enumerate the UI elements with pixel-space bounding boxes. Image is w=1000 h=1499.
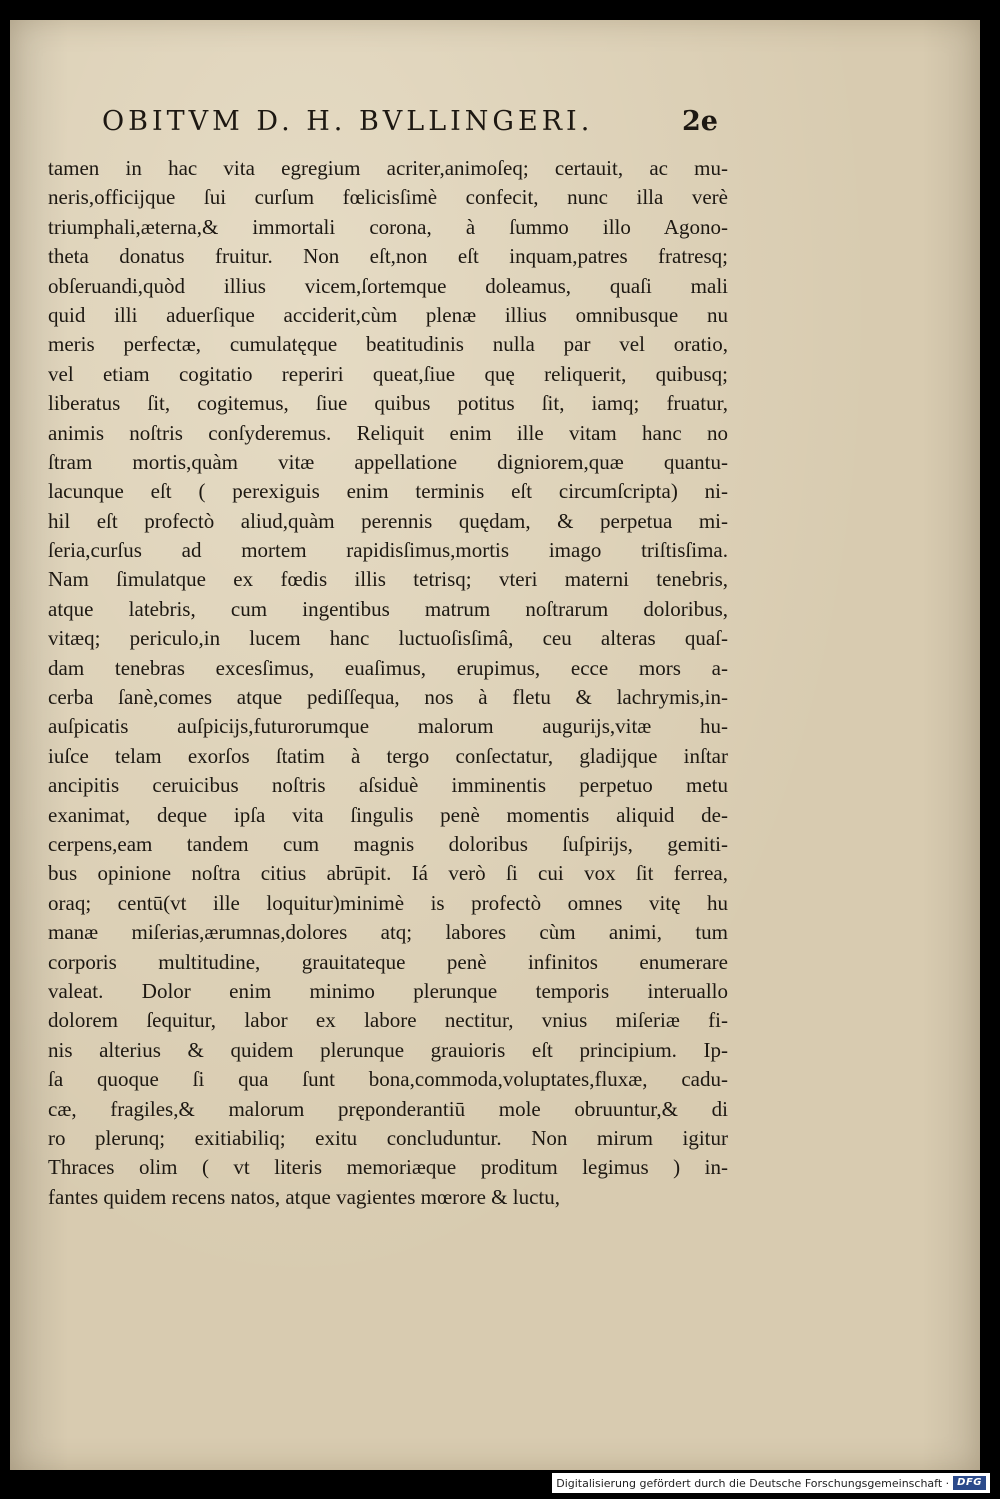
text-line: ro plerunq; exitiabiliq; exitu concluduntur. Non mirum igitur — [48, 1125, 728, 1150]
text-line: nis alterius & quidem plerunque grauioris eſt principium. Ip- — [48, 1037, 728, 1062]
body-text — [48, 154, 728, 1212]
text-line: meris perfectæ, cumulatęque beatitudinis nulla par vel oratio, — [48, 332, 728, 357]
text-line: Thraces olim ( vt literis memoriæque proditum legimus ) in- — [48, 1155, 728, 1180]
text-line: bus opinione noſtra citius abrūpit. Iá verò ſi cui vox ſit ferrea, — [48, 861, 728, 886]
text-line: animis noſtris conſyderemus. Reliquit enim ille vitam hanc no — [48, 420, 728, 445]
text-line: ſtram mortis,quàm vitæ appellatione digniorem,quæ quantu- — [48, 449, 728, 474]
running-head: OBITVM D. H. BVLLINGERI. — [102, 106, 594, 137]
text-line: atque latebris, cum ingentibus matrum noſtrarum doloribus, — [48, 596, 728, 621]
text-line: lacunque eſt ( perexiguis enim terminis eſt circumſcripta) ni- — [48, 479, 728, 504]
text-line: Nam ſimulatque ex fœdis illis tetrisq; vteri materni tenebris, — [48, 567, 728, 592]
text-line: liberatus ſit, cogitemus, ſiue quibus potitus ſit, iamq; fruatur, — [48, 391, 728, 416]
text-line: tamen in hac vita egregium acriter,animoſeq; certauit, ac mu- — [48, 156, 728, 180]
text-line: obſeruandi,quòd illius vicem,ſortemque doleamus, quaſi mali — [48, 273, 728, 298]
text-line: oraq; centū(vt ille loquitur)minimè is profectò omnes vitę hu — [48, 890, 728, 915]
text-line: ſeria,curſus ad mortem rapidisſimus,mortis imago triſtisſima. — [48, 538, 728, 563]
text-line: ancipitis ceruicibus noſtris aſsiduè imminentis perpetuo metu — [48, 773, 728, 798]
text-line: cerpens,eam tandem cum magnis doloribus ſuſpirijs, gemiti- — [48, 831, 728, 856]
text-line: vitæq; periculo,in lucem hanc luctuoſisſimâ, ceu alteras quaſ- — [48, 626, 728, 651]
page-number: 2e — [682, 106, 718, 137]
text-line: manæ miſerias,ærumnas,dolores atq; labores cùm animi, tum — [48, 920, 728, 945]
text-line: quid illi aduerſique acciderit,cùm plenæ illius omnibusque nu — [48, 302, 728, 327]
book-page — [10, 20, 980, 1470]
text-line: fantes quidem recens natos, atque vagientes mœrore & luctu, — [48, 1184, 560, 1209]
text-line: theta donatus fruitur. Non eſt,non eſt inquam,patres fratresq; — [48, 244, 728, 269]
text-line: vel etiam cogitatio reperiri queat,ſiue quę reliquerit, quibusq; — [48, 361, 728, 386]
dfg-logo: DFG — [953, 1476, 986, 1490]
text-line: corporis multitudine, grauitateque penè infinitos enumerare — [48, 949, 728, 974]
text-line: exanimat, deque ipſa vita ſingulis penè momentis aliquid de- — [48, 802, 728, 827]
funding-credit: Digitalisierung gefördert durch die Deutsche Forschungsgemeinschaft · — [556, 1476, 950, 1490]
text-line: dolorem ſequitur, labor ex labore nectitur, vnius miſeriæ fi- — [48, 1008, 728, 1033]
text-line: triumphali,æterna,& immortali corona, à ſummo illo Agono- — [48, 214, 728, 239]
text-line: ſa quoque ſi qua ſunt bona,commoda,voluptates,fluxæ, cadu- — [48, 1067, 728, 1092]
text-line: cæ, fragiles,& malorum pręponderantiū mole obruuntur,& di — [48, 1096, 728, 1121]
text-line: iuſce telam exorſos ſtatim à tergo conſectatur, gladijque inſtar — [48, 743, 728, 768]
footer-credit-bar — [552, 1473, 990, 1493]
text-line: hil eſt profectò aliud,quàm perennis quędam, & perpetua mi- — [48, 508, 728, 533]
text-line: neris,officijque ſui curſum fœlicisſimè confecit, nunc illa verè — [48, 185, 728, 210]
text-line: cerba ſanè,comes atque pediſſequa, nos à fletu & lachrymis,in- — [48, 685, 728, 710]
text-line: dam tenebras excesſimus, euaſimus, erupimus, ecce mors a- — [48, 655, 728, 680]
text-line: valeat. Dolor enim minimo plerunque temporis interuallo — [48, 978, 728, 1003]
text-line: auſpicatis auſpicijs,futurorumque malorum augurijs,vitæ hu- — [48, 714, 728, 739]
